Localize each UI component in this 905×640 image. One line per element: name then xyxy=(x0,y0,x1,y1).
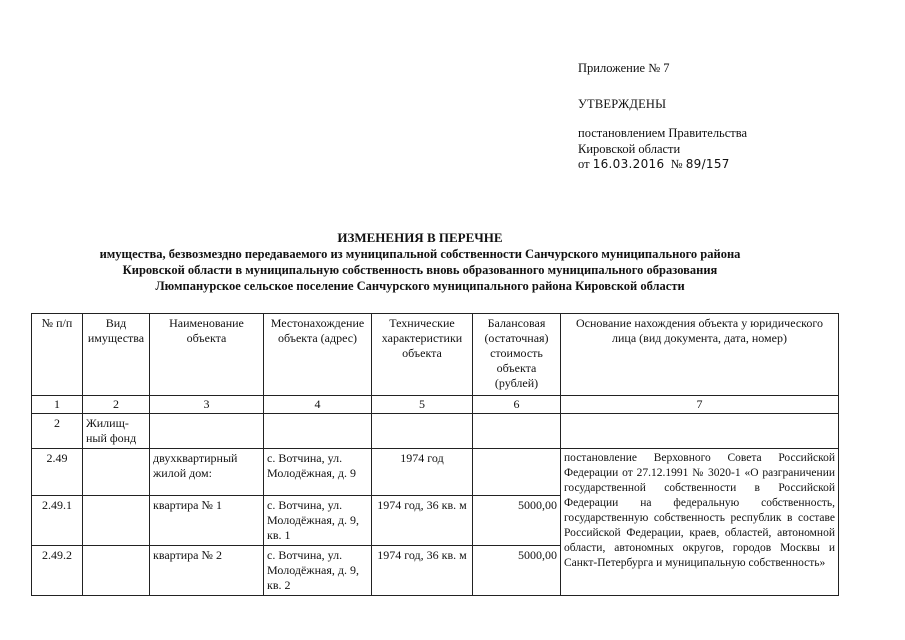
col-index-1: 1 xyxy=(32,396,83,414)
row-name: квартира № 2 xyxy=(150,546,264,596)
title-main: ИЗМЕНЕНИЯ В ПЕРЕЧНЕ xyxy=(337,230,503,245)
decree-line-1: постановлением Правительства xyxy=(578,126,748,140)
col-index-6: 6 xyxy=(473,396,561,414)
row-basis: постановление Верховного Совета Российской Федерации от 27.12.1991 № 3020-1 «О разграничении государственной собственности в Российской Федерации на федеральную собственность, государственную собственность республик в составе Российской Федерации, краев, областей, автономной области, автономных округов, городов Москвы и Санкт-Петербурга и муниципальную собственность» xyxy=(561,449,839,596)
row-tech: 1974 год, 36 кв. м xyxy=(372,496,473,546)
title-line-3: Люмпанурское сельское поселение Санчурского муниципального района Кировской области xyxy=(155,279,685,293)
header-address: Местонахождение объекта (адрес) xyxy=(264,314,372,396)
table-header-row xyxy=(32,314,839,396)
decree-date: 16.03.2016 xyxy=(592,157,665,171)
row-kind: Жилищ-ный фонд xyxy=(83,414,150,449)
decree-number-prefix: № xyxy=(670,157,683,171)
title-line-2: Кировской области в муниципальную собственность вновь образованного муниципального образования xyxy=(122,263,718,277)
row-tech: 1974 год xyxy=(372,449,473,496)
approved-label: УТВЕРЖДЕНЫ xyxy=(578,97,667,111)
row-cost xyxy=(473,414,561,449)
header-name: Наименование объекта xyxy=(150,314,264,396)
row-address: с. Вотчина, ул. Молодёжная, д. 9 xyxy=(264,449,372,496)
header-kind: Вид имущества xyxy=(83,314,150,396)
appendix-label: Приложение № 7 xyxy=(578,61,670,75)
row-kind xyxy=(83,496,150,546)
column-index-row xyxy=(32,396,839,414)
row-tech xyxy=(372,414,473,449)
row-tech: 1974 год, 36 кв. м xyxy=(372,546,473,596)
row-num: 2.49.2 xyxy=(32,546,83,596)
decree-date-prefix: от xyxy=(578,157,590,171)
table-row xyxy=(32,449,839,496)
row-address: с. Вотчина, ул. Молодёжная, д. 9, кв. 1 xyxy=(264,496,372,546)
row-num: 2 xyxy=(32,414,83,449)
row-name xyxy=(150,414,264,449)
row-name: квартира № 1 xyxy=(150,496,264,546)
header-num: № п/п xyxy=(32,314,83,396)
row-name: двухквартирный жилой дом: xyxy=(150,449,264,496)
row-address xyxy=(264,414,372,449)
col-index-3: 3 xyxy=(150,396,264,414)
col-index-5: 5 xyxy=(372,396,473,414)
decree-number: 89/157 xyxy=(685,157,730,171)
row-basis-empty xyxy=(561,414,839,449)
decree-line-2: Кировской области xyxy=(578,141,681,156)
header-basis: Основание нахождения объекта у юридического лица (вид документа, дата, номер) xyxy=(561,314,839,396)
row-cost xyxy=(473,449,561,496)
col-index-7: 7 xyxy=(561,396,839,414)
title-line-1: имущества, безвозмездно передаваемого из муниципальной собственности Санчурского муниципального района xyxy=(99,247,741,261)
col-index-4: 4 xyxy=(264,396,372,414)
document-title xyxy=(60,230,780,294)
col-index-2: 2 xyxy=(83,396,150,414)
row-kind xyxy=(83,449,150,496)
decree-date-line xyxy=(578,157,858,173)
header-cost: Балансовая (остаточная) стоимость объекта (рублей) xyxy=(473,314,561,396)
row-address: с. Вотчина, ул. Молодёжная, д. 9, кв. 2 xyxy=(264,546,372,596)
property-table xyxy=(31,313,839,596)
row-cost: 5000,00 xyxy=(473,546,561,596)
header-tech: Технические характеристики объекта xyxy=(372,314,473,396)
table-row xyxy=(32,414,839,449)
row-num: 2.49.1 xyxy=(32,496,83,546)
row-num: 2.49 xyxy=(32,449,83,496)
row-cost: 5000,00 xyxy=(473,496,561,546)
decree-block xyxy=(578,126,858,173)
row-kind xyxy=(83,546,150,596)
